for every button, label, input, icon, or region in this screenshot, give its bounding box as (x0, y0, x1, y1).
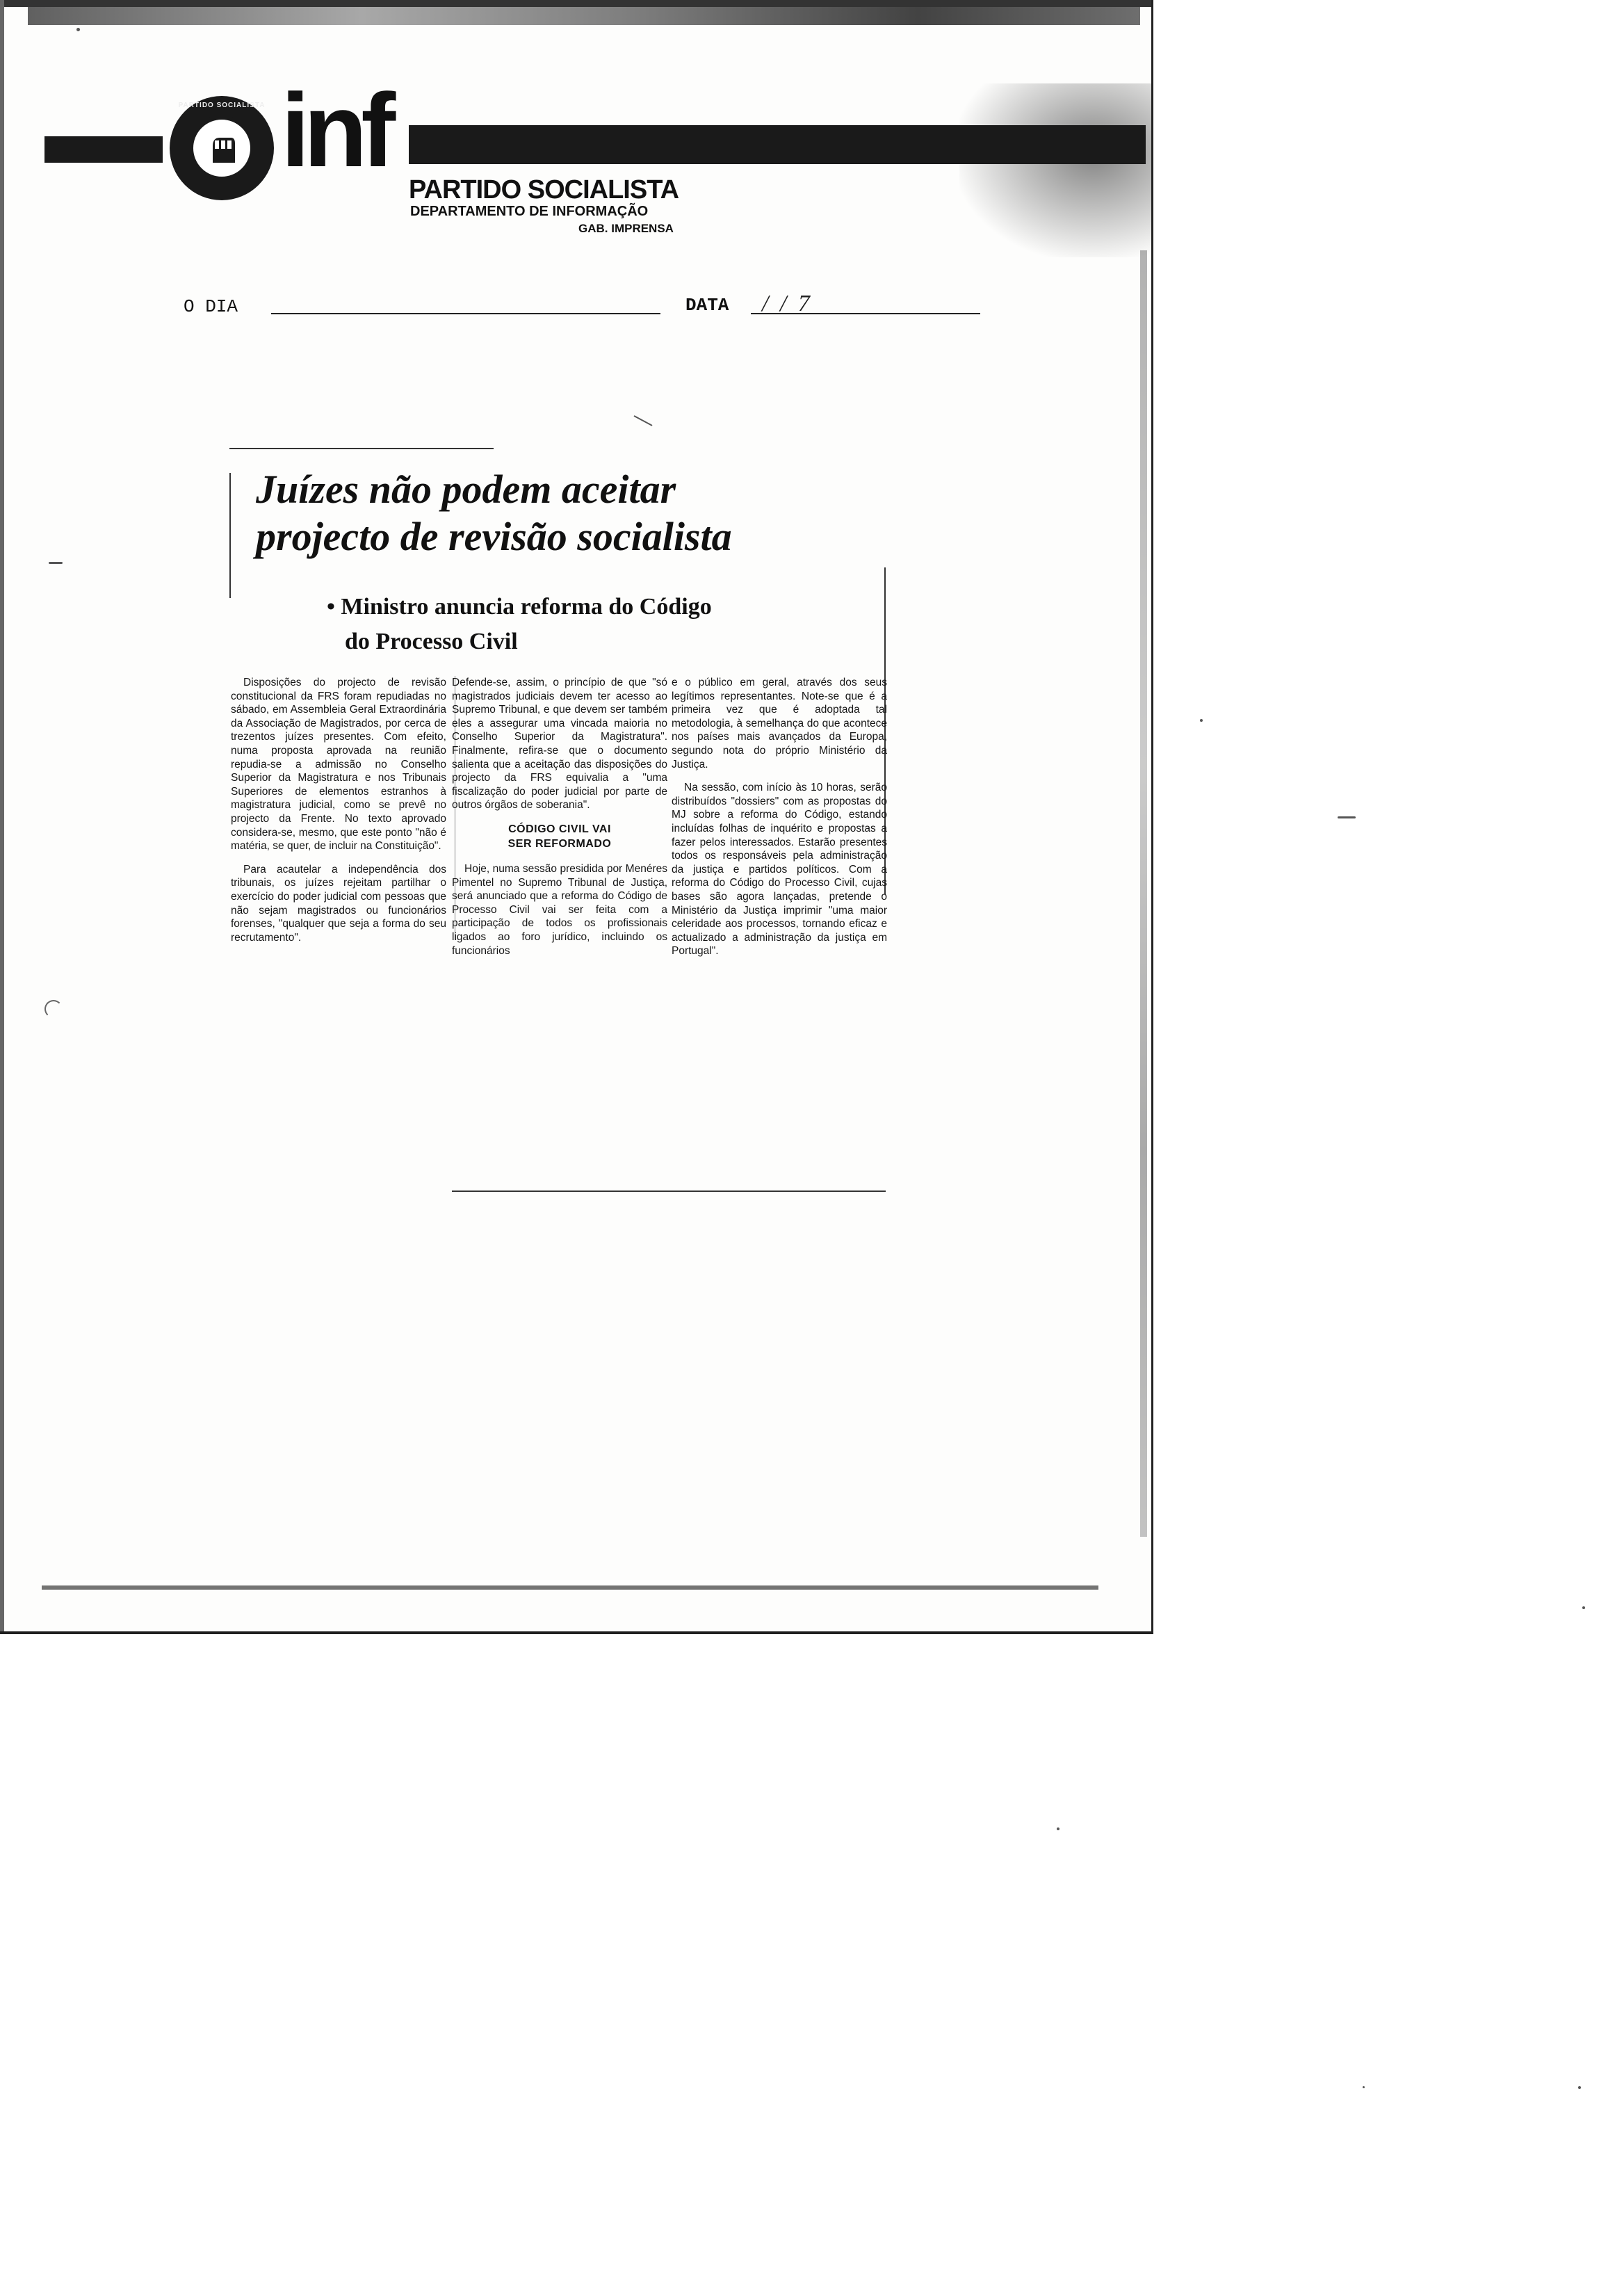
subheadline-line-2: do Processo Civil (345, 629, 518, 654)
article-column-3 (672, 676, 887, 968)
paragraph: Hoje, numa sessão presidida por Menéres Pimentel no Supremo Tribunal de Justiça, será anunciado que a reforma do Código de Processo Civil vai ser feita com a participação de todos os profissionais ligados ao foro jurídico, incluindo os funcionários (452, 862, 667, 957)
top-scan-edge (0, 0, 1151, 7)
paragraph: Para acautelar a independência dos tribunais, os juízes rejeitam partilhar o exercício do poder judicial com pessoas que não sejam magistrados ou funcionários forenses, "qualquer que seja a forma do seu recrutamento". (231, 863, 446, 944)
party-name: PARTIDO SOCIALISTA (409, 175, 679, 204)
newspaper-clipping (222, 442, 890, 1199)
crosshead (452, 822, 667, 851)
headline-line-1: Juízes não podem aceitar (256, 467, 676, 512)
left-scan-edge (0, 0, 4, 1631)
article-column-2 (452, 676, 667, 967)
paragraph: Defende-se, assim, o princípio de que "só magistrados judiciais devem ter acesso ao Supremo Tribunal, e que devem ser também eles a assegurar uma vincada maioria no Conselho Superior da Magistratura". Finalmente, refira-se que o documento salienta que a aceitação das disposições do projecto da FRS equivalia a "uma fiscalização do poder judicial por parte de outros órgãos de soberania". (452, 677, 667, 812)
subheadline (327, 590, 813, 659)
scan-speck (76, 28, 80, 31)
scan-speck (1057, 1827, 1059, 1830)
corner-smudge (959, 83, 1151, 257)
crosshead-line-2: SER REFORMADO (508, 837, 612, 850)
scan-speck (44, 1000, 63, 1018)
office-name: GAB. IMPRENSA (578, 222, 674, 235)
party-logo (170, 96, 274, 200)
clipping-top-rule (229, 448, 494, 449)
scan-speck (1578, 2086, 1581, 2089)
subheadline-line-1: • Ministro anuncia reforma do Código (327, 594, 712, 620)
date-handwritten: / / 7 (762, 291, 813, 316)
logo-ring-text: PARTIDO SOCIALISTA (178, 102, 266, 109)
top-scan-shadow (28, 7, 1140, 25)
scan-speck (1338, 816, 1356, 818)
data-label: DATA (685, 295, 729, 316)
letterhead-bar-left (44, 136, 163, 163)
paragraph: Disposições do projecto de revisão constitucional da FRS foram repudiadas no sábado, em Assembleia Geral Extraordinária da Associação de Magistrados, por cerca de trezentos juízes presentes. Com efeito, numa proposta aprovada na reunião repudia-se a admissão no Conselho Superior da Magistratura e nos Tribunais Superiores de elementos estranhos à magistratura judicial, como se prevê no projecto da Frente. No texto aprovado considera-se, mesmo, que este ponto "não é matéria, se quer, de incluir na Constituição". (231, 677, 446, 853)
headline (256, 466, 882, 560)
scan-speck (1582, 1606, 1585, 1609)
paragraph: e o público em geral, através dos seus legítimos representantes. Note-se que é a primeira vez que é adoptada tal metodologia, à semelhança do que acontece nos países mais avançados da Europa, segundo nota do próprio Ministério da Justiça. (672, 677, 887, 770)
paragraph: Na sessão, com início às 10 horas, serão distribuídos "dossiers" com as propostas do MJ sobre a reforma do Código, estando incluídas folhas de inquérito e propostas a fazer pelos interessados. Estarão presentes todos os responsáveis pela administração da justiça e partidos políticos. Com a reforma do Código do Processo Civil, cujas bases são agora lançadas, pretende o Ministério da Justiça imprimir "uma maior celeridade aos processos, tornando eficaz e actualizado a administração da justiça em Portugal". (672, 782, 887, 958)
right-edge-streak (1140, 250, 1147, 1537)
dia-field-line (271, 313, 660, 314)
clipping-bottom-rule (452, 1191, 886, 1192)
dia-label: O DIA (184, 296, 238, 317)
scan-speck (49, 562, 63, 564)
scan-speck (1363, 2086, 1365, 2088)
scan-speck (1200, 719, 1203, 722)
headline-line-2: projecto de revisão socialista (256, 514, 732, 559)
scan-speck (633, 415, 652, 426)
crosshead-line-1: CÓDIGO CIVIL VAI (508, 823, 611, 835)
clipping-left-rule (229, 473, 231, 598)
article-column-1 (231, 676, 446, 954)
bottom-scan-line (42, 1585, 1098, 1590)
fist-emblem-icon (189, 115, 254, 181)
letterhead-bar-right (409, 125, 1146, 164)
brand-wordmark: inf (281, 72, 390, 188)
department-name: DEPARTAMENTO DE INFORMAÇÃO (410, 204, 649, 219)
